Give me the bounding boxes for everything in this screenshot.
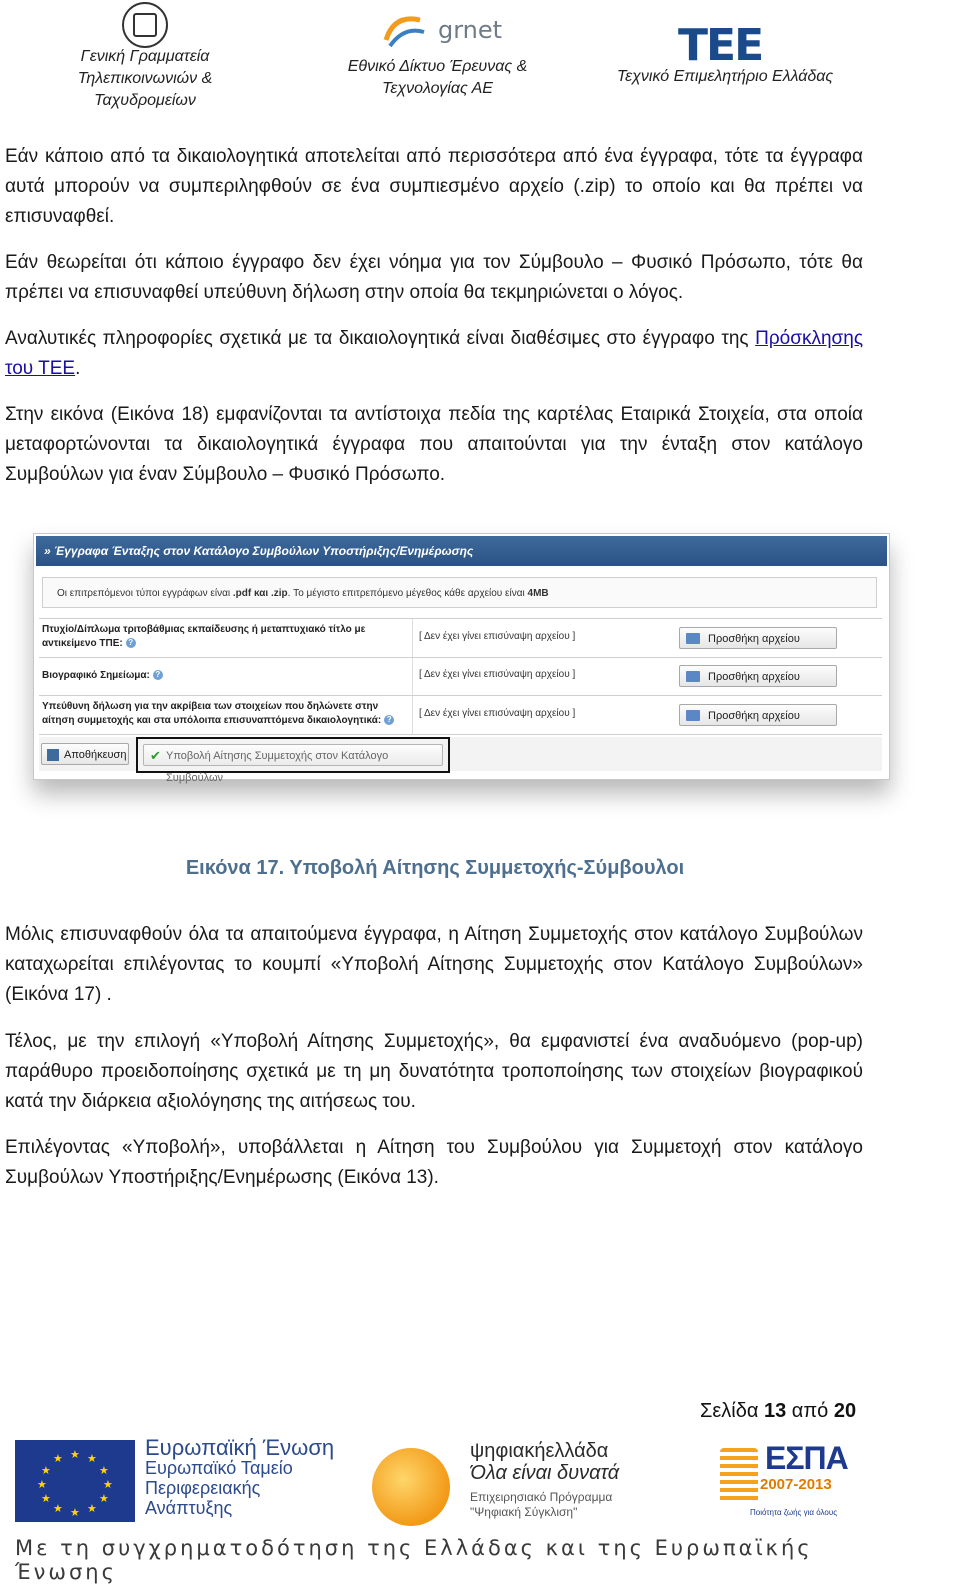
cofinance-line: Με τη συγχρηματοδότηση της Ελλάδας και της Ευρωπαϊκής Ένωσης — [15, 1536, 813, 1584]
allowed-types-info: Οι επιτρεπόμενοι τύποι εγγράφων είναι .pdf και .zip. Το μέγιστο επιτρεπόμενο μέγεθος κάθε αρχείου είναι 4MB — [42, 577, 877, 608]
paragraph-details: Αναλυτικές πληροφορίες σχετικά με τα δικαιολογητικά είναι διαθέσιμες στο έγγραφο της Πρόσκλησης του ΤΕΕ. — [5, 328, 863, 379]
grnet-logo-text: grnet — [438, 16, 503, 44]
row-label: Πτυχίο/Δίπλωμα τριτοβάθμιας εκπαίδευσης ή μεταπτυχιακό τίτλο με αντικείμενο ΤΠΕ: ? — [42, 624, 366, 649]
attachment-status: [ Δεν έχει γίνει επισύναψη αρχείου ] — [419, 708, 576, 719]
paragraph-declaration-note: Εάν θεωρείται ότι κάποιο έγγραφο δεν έχει νόημα για τον Σύμβουλο – Φυσικό Πρόσωπο, τότε θα πρέπει να επισυναφθεί υπεύθυνη δήλωση στην οποία θα τεκμηριώνεται ο λόγος. — [5, 252, 863, 303]
eu-flag-icon: ★ ★ ★ ★ ★ ★ ★ ★ ★ ★ ★ ★ — [15, 1440, 135, 1522]
header-left-text: Γενική Γραμματεία Τηλεπικοινωνιών & Ταχυδρομείων — [77, 48, 213, 109]
add-file-button-cv[interactable]: Προσθήκη αρχείου — [679, 665, 837, 687]
espa-stripes-icon — [720, 1448, 758, 1503]
espa-logo: ΕΣΠΑ 2007-2013 Ποιότητα ζωής για όλους — [720, 1440, 860, 1522]
header-right-text: Τεχνικό Επιμελητήριο Ελλάδας — [616, 68, 834, 85]
attachment-status: [ Δεν έχει γίνει επισύναψη αρχείου ] — [419, 631, 576, 642]
paragraph-submit-info: Μόλις επισυναφθούν όλα τα απαιτούμενα έγγραφα, η Αίτηση Συμμετοχής στον κατάλογο Συμβούλων καταχωρείται επιλέγοντας το κουμπί «Υποβολή Αίτησης Συμμετοχής στον Κατάλογο Συμβούλων» (Εικόνα 17) . — [5, 924, 863, 1005]
digital-greece-logo-icon — [372, 1448, 450, 1526]
add-file-icon — [686, 633, 700, 644]
submit-application-button[interactable]: ✔ Υποβολή Αίτησης Συμμετοχής στον Κατάλογο Συμβούλων — [143, 744, 443, 766]
floppy-disk-icon — [47, 749, 59, 761]
document-row-declaration — [39, 696, 882, 735]
add-file-button-degree[interactable]: Προσθήκη αρχείου — [679, 627, 837, 649]
add-file-icon — [686, 671, 700, 682]
help-icon[interactable]: ? — [126, 638, 136, 648]
check-icon: ✔ — [150, 748, 161, 763]
greek-seal-logo — [122, 2, 168, 48]
paragraph-popup-warning: Τέλος, με την επιλογή «Υποβολή Αίτησης Συμμετοχής», θα εμφανιστεί ένα αναδυόμενο (pop-up) παράθυρο προειδοποίησης σχετικά με τη μη δυνατότητα τροποποίησης των στοιχείων βιογραφικού κατά την διάρκεια αξιολόγησης της αιτήσεως του. — [5, 1031, 863, 1112]
submit-highlight-frame — [136, 737, 450, 784]
invitation-link[interactable]: Πρόσκλησης του ΤΕΕ — [5, 328, 863, 379]
digital-greece-subtitle: Επιχειρησιακό Πρόγραμμα "Ψηφιακή Σύγκλιση" — [470, 1490, 613, 1519]
form-actions — [39, 737, 882, 784]
paragraph-figure-intro: Στην εικόνα (Εικόνα 18) εμφανίζονται τα αντίστοιχα πεδία της καρτέλας Εταιρικά Στοιχεία, στα οποία μεταφορτώνονται τα δικαιολογητικά έγγραφα που απαιτούνται για την ένταξη στον κατάλογο Συμβούλων για έναν Σύμβουλο – Φυσικό Πρόσωπο. — [5, 404, 863, 485]
paragraph-zip-note: Εάν κάποιο από τα δικαιολογητικά αποτελείται από περισσότερα από ένα έγγραφα, τότε τα έγγραφα αυτά μπορούν να συμπεριληφθούν σε ένα συμπιεσμένο αρχείο (.zip) το οποίο και θα πρέπει να επισυναφθεί. — [5, 146, 863, 227]
row-label: Βιογραφικό Σημείωμα: ? — [42, 669, 412, 683]
header-center-text: Εθνικό Δίκτυο Έρευνας & Τεχνολογίας ΑΕ — [347, 58, 528, 97]
help-icon[interactable]: ? — [384, 715, 394, 725]
digital-greece-title: ψηφιακήελλάδα Όλα είναι δυνατά — [470, 1440, 620, 1484]
page-number: Σελίδα 13 από 20 — [700, 1400, 857, 1422]
row-label: Υπεύθυνη δήλωση για την ακρίβεια των στοιχείων που δηλώνετε στην αίτηση συμμετοχής και στα υπόλοιπα επισυναπτόμενα δικαιολογητικά: ? — [42, 700, 412, 728]
figure-caption: Εικόνα 17. Υποβολή Αίτησης Συμμετοχής-Σύμβουλοι — [185, 857, 685, 879]
document-row-cv — [39, 658, 882, 696]
grnet-logo — [380, 10, 503, 54]
save-button[interactable]: Αποθήκευση — [41, 743, 129, 765]
tee-logo: ΤΕΕ — [678, 20, 763, 71]
document-row-degree — [39, 619, 882, 658]
form-title: » Έγγραφα Ένταξης στον Κατάλογο Συμβούλων Υποστήριξης/Ενημέρωσης — [36, 536, 887, 566]
eu-fund-text: Ευρωπαϊκή Ένωση Ευρωπαϊκό Ταμείο Περιφερειακής Ανάπτυξης — [145, 1435, 335, 1518]
documents-table — [39, 618, 882, 735]
add-file-icon — [686, 710, 700, 721]
paragraph-final-submit: Επιλέγοντας «Υποβολή», υποβάλλεται η Αίτηση του Συμβούλου για Συμμετοχή στον κατάλογο Συμβούλων Υποστήριξης/Ενημέρωσης (Εικόνα 13). — [5, 1137, 863, 1188]
documents-form-screenshot — [33, 533, 890, 784]
attachment-status: [ Δεν έχει γίνει επισύναψη αρχείου ] — [419, 669, 576, 680]
add-file-button-declaration[interactable]: Προσθήκη αρχείου — [679, 704, 837, 726]
help-icon[interactable]: ? — [153, 670, 163, 680]
